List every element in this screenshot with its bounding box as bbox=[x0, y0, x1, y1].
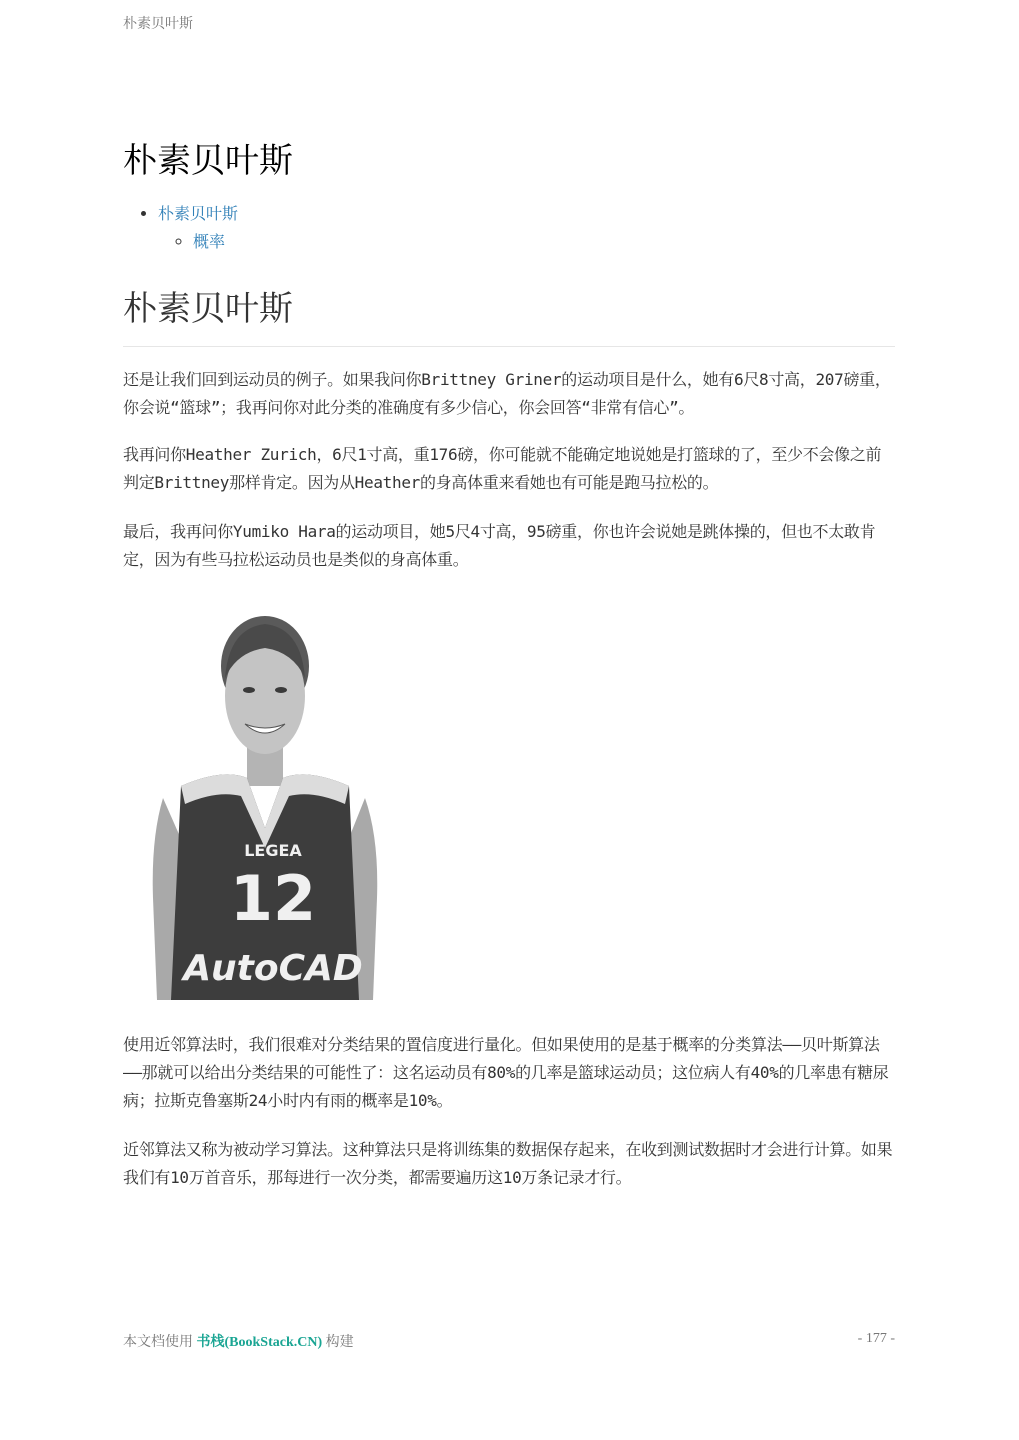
jersey-sponsor: AutoCAD bbox=[183, 948, 363, 989]
toc-link-probability[interactable]: 概率 bbox=[193, 232, 226, 251]
footer-suffix: 构建 bbox=[325, 1335, 354, 1350]
section-title: 朴素贝叶斯 bbox=[123, 288, 895, 347]
paragraph: 我再问你Heather Zurich，6尺1寸高，重176磅，你可能就不能确定地说她是打篮球的了，至少不会像之前判定Brittney那样肯定。因为从Heather的身高体重来看她也有可能是跑马拉松的。 bbox=[123, 445, 882, 492]
paragraph: 还是让我们回到运动员的例子。如果我问你Brittney Griner的运动项目是什么，她有6尺8寸高，207磅重，你会说“篮球”；我再问你对此分类的准确度有多少信心，你会回答“非常有信心”。 bbox=[123, 370, 891, 417]
toc-link-naive-bayes[interactable]: 朴素贝叶斯 bbox=[158, 204, 239, 223]
jersey-number: 12 bbox=[229, 862, 317, 935]
paragraph: 最后，我再问你Yumiko Hara的运动项目，她5尺4寸高，95磅重，你也许会说她是跳体操的，但也不太敢肯定，因为有些马拉松运动员也是类似的身高体重。 bbox=[123, 522, 876, 569]
running-header: 朴素贝叶斯 bbox=[123, 16, 193, 32]
paragraph: 近邻算法又称为被动学习算法。这种算法只是将训练集的数据保存起来，在收到测试数据时才会进行计算。如果我们有10万首音乐，那每进行一次分类，都需要遍历这10万条记录才行。 bbox=[123, 1140, 893, 1187]
toc-subitem bbox=[193, 230, 238, 254]
toc-sublist bbox=[158, 230, 238, 254]
table-of-contents bbox=[123, 202, 238, 254]
footer-prefix: 本文档使用 bbox=[123, 1335, 193, 1350]
page-number: - 177 - bbox=[857, 1331, 895, 1346]
document-page bbox=[123, 0, 895, 1440]
paragraph: 使用近邻算法时，我们很难对分类结果的置信度进行量化。但如果使用的是基于概率的分类算法——贝叶斯算法——那就可以给出分类结果的可能性了：这名运动员有80%的几率是篮球运动员；这位病人有40%的几率患有糖尿病；拉斯克鲁塞斯24小时内有雨的概率是10%。 bbox=[123, 1035, 889, 1110]
chapter-title: 朴素贝叶斯 bbox=[123, 141, 293, 181]
athlete-photo bbox=[123, 608, 405, 1000]
footer-brand-link[interactable]: 书栈(BookStack.CN) bbox=[196, 1335, 323, 1350]
page-footer bbox=[123, 1331, 895, 1351]
toc-item bbox=[158, 202, 238, 254]
jersey-brand: LEGEA bbox=[244, 841, 302, 860]
